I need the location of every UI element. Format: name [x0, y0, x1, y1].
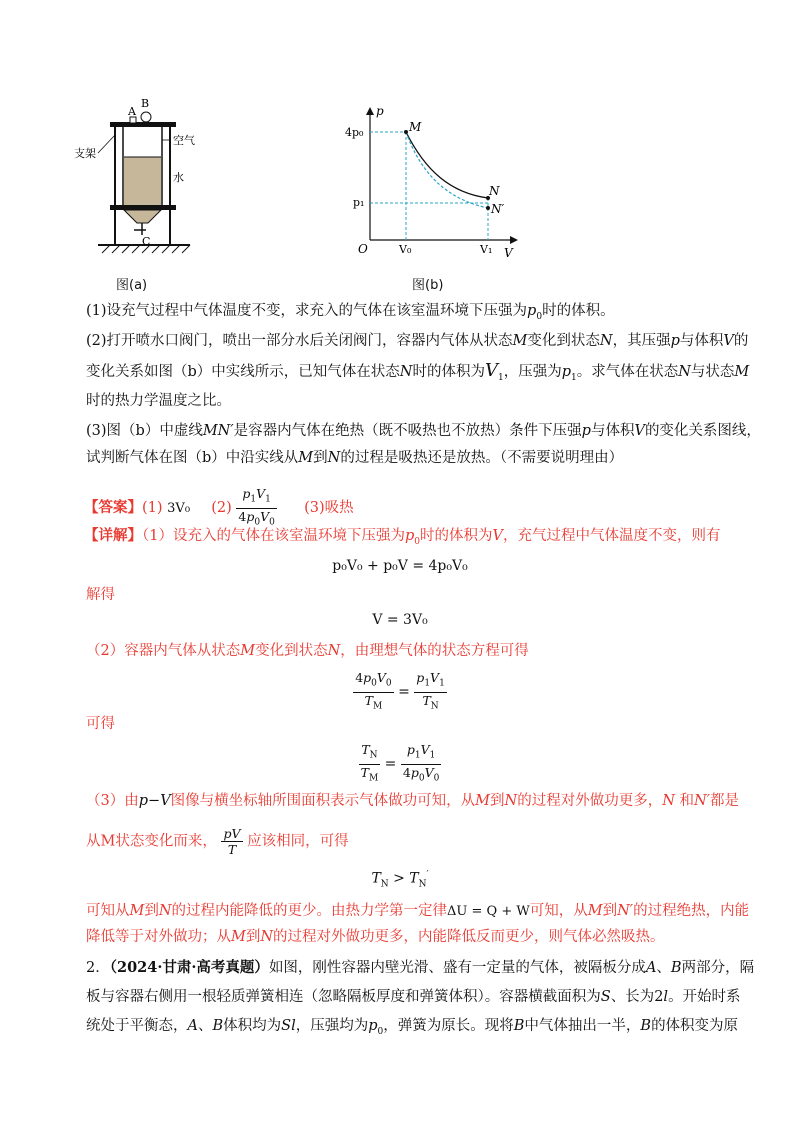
- axis-V-label: V: [504, 246, 513, 260]
- problem-2-line-2: 板与容器右侧用一根轻质弹簧相连（忽略隔板厚度和弹簧体积）。容器横截面积为S、长为2l。开始时系: [86, 989, 741, 1005]
- question-2-line-3: 时的热力学温度之比。: [86, 393, 231, 409]
- tick-p1: p₁: [353, 196, 365, 209]
- problem-2-line-1: 2．（2024·甘肃·高考真题）如图，刚性容器内壁光滑、盛有一定量的气体，被隔板分成A、B两部分，隔: [86, 959, 755, 976]
- equation-5: $T_N > T_N'$: [371, 870, 429, 890]
- point-M: M: [409, 120, 422, 134]
- question-2-line-1: (2)打开喷水口阀门，喷出一部分水后关闭阀门，容器内气体从状态M变化到状态N，其压强p与体积V的: [86, 333, 749, 349]
- question-2-line-2: 变化关系如图（b）中实线所示，已知气体在状态N时的体积为$V_1$，压强为$p_1$。求气体在状态N与状态M: [86, 360, 750, 383]
- figure-a-caption: 图(a): [116, 278, 148, 293]
- label-support: 支架: [74, 147, 96, 160]
- question-3-line-1: (3)图（b）中虚线MN′是容器内气体在绝热（既不吸热也不放热）条件下压强p与体积V的变化关系图线，: [86, 423, 761, 439]
- axis-p-label: p: [376, 105, 384, 118]
- equation-1: p₀V₀ + p₀V = 4p₀V₀: [332, 558, 468, 574]
- detail-line-5: 可知从M到N的过程内能降低的更少。由热力学第一定律ΔU = Q + W可知，从M到N′的过程绝热，内能: [86, 903, 750, 919]
- label-air: 空气: [173, 134, 195, 147]
- equation-3: $\frac{4p_0V_0}{T_M}$ = $\frac{p_1V_1}{T_N}$: [355, 670, 445, 711]
- point-Nprime: N′: [491, 202, 505, 216]
- detail-line-1: 【详解】（1）设充入的气体在该室温环境下压强为$p_0$时的体积为V，充气过程中气体温度不变，则有: [84, 527, 721, 547]
- question-1: (1)设充气过程中气体温度不变，求充入的气体在该室温环境下压强为$p_0$时的体积。: [86, 303, 615, 322]
- detail-line-3: （3）由p−V图像与横坐标轴所围面积表示气体做功可知，从M到N的过程对外做功更多，N 和N′都是: [86, 793, 739, 809]
- figure-b-caption: 图(b): [412, 278, 444, 293]
- label-water: 水: [173, 171, 184, 184]
- tick-V1: V₁: [480, 243, 493, 256]
- tick-4p0: 4p₀: [345, 126, 364, 139]
- figure-b-graph: [340, 105, 520, 265]
- detail-then: 可得: [86, 716, 115, 732]
- label-C: C: [142, 235, 151, 248]
- detail-line-2: （2）容器内气体从状态M变化到状态N，由理想气体的状态方程可得: [86, 643, 529, 659]
- detail-line-4: 从M状态变化而来， $\frac{pV}{T}$ 应该相同，可得: [86, 826, 349, 857]
- equation-4: $\frac{T_N}{T_M}$ = $\frac{p_1V_1}{4p_0V_0}$: [360, 742, 440, 783]
- question-3-line-2: 试判断气体在图（b）中沿实线从M到N的过程是吸热还是放热。（不需要说明理由）: [86, 450, 624, 466]
- tick-V0: V₀: [399, 243, 412, 256]
- figure-a-diagram: [70, 95, 220, 260]
- detail-line-6: 降低等于对外做功；从M到N的过程对外做功更多，内能降低反而更少，则气体必然吸热。: [86, 929, 665, 945]
- label-B: B: [141, 97, 150, 110]
- equation-2: V = 3V₀: [372, 612, 428, 628]
- origin-label: O: [358, 242, 368, 256]
- detail-solve: 解得: [86, 587, 115, 603]
- answer-line: 【答案】(1) 3V₀ (2) $\frac{p_1V_1}{4p_0V_0}$ (3)吸热: [84, 486, 354, 527]
- label-A: A: [128, 105, 136, 118]
- point-N: N: [489, 184, 500, 198]
- problem-2-line-3: 统处于平衡态，A、B体积均为Sl，压强均为$p_0$，弹簧为原长。现将B中气体抽出一半，B的体积变为原: [86, 1018, 739, 1037]
